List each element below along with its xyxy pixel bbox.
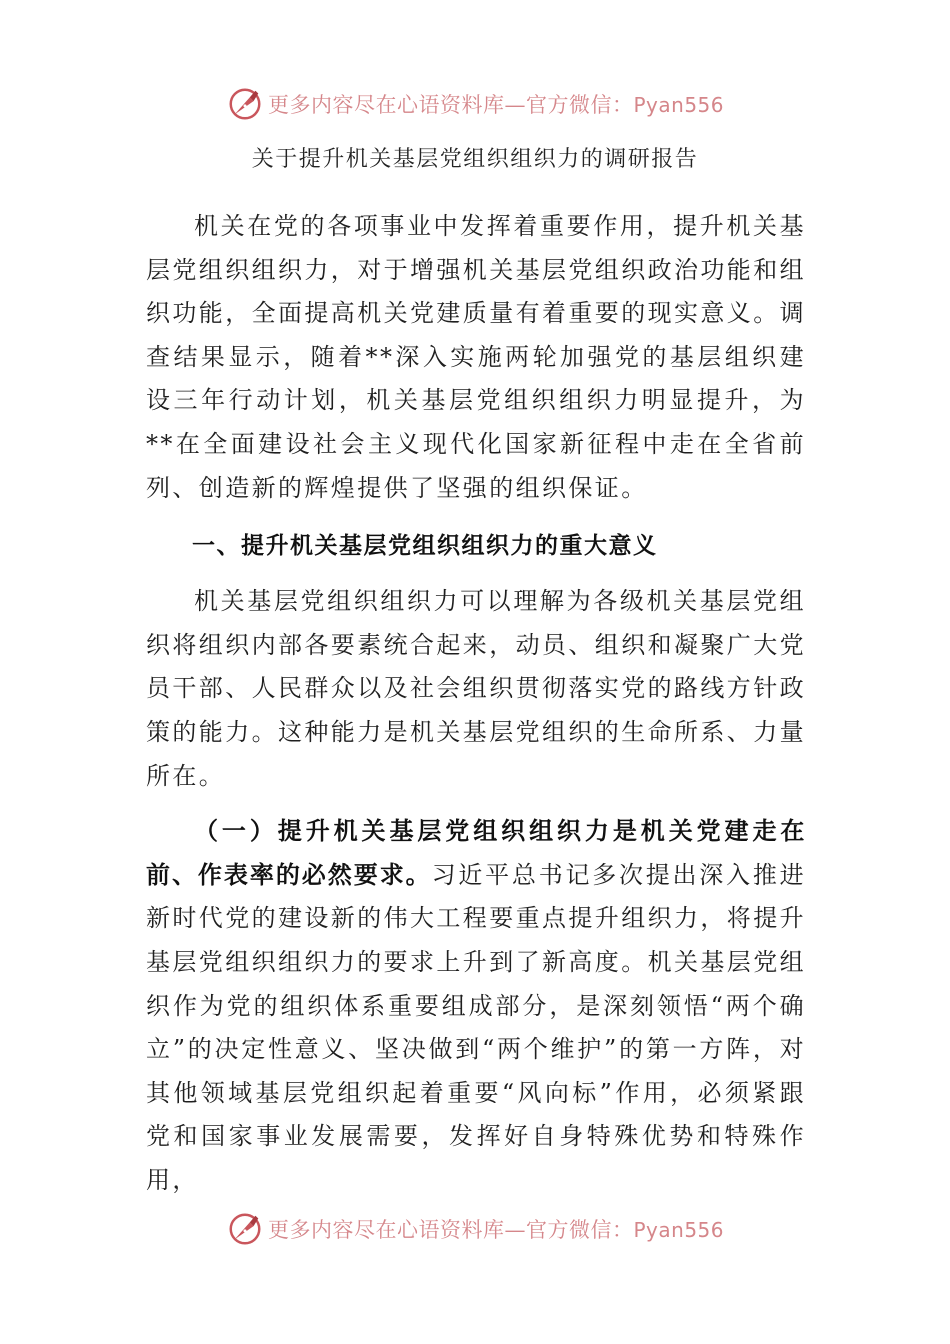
watermark-message: 更多内容尽在心语资料库—官方微信： bbox=[267, 1218, 634, 1242]
document-title: 关于提升机关基层党组织组织力的调研报告 bbox=[251, 147, 699, 172]
section-heading: 一、提升机关基层党组织组织力的重大意义 bbox=[192, 533, 658, 560]
item-body-text: 习近平总书记多次提出深入推进新时代党的建设新的伟大工程要重点提升组织力，将提升基层党组织组织力的要求上升到了新高度。机关基层党组织作为党的组织体系重要组成部分，是深刻领悟“两个确立”的决定性意义、坚决做到“两个维护”的第一方阵，对其他领域基层党组织起着重要“风向标”作用，必须紧跟党和国家事业发展需要，发挥好自身特殊优势和特殊作用， bbox=[146, 860, 806, 1194]
section-paragraph: 机关基层党组织组织力可以理解为各级机关基层党组织将组织内部各要素统合起来，动员、组织和凝聚广大党员干部、人民群众以及社会组织贯彻落实党的路线方针政策的能力。这种能力是机关基层党组织的生命所系、力量所在。 bbox=[146, 587, 806, 790]
watermark-message: 更多内容尽在心语资料库—官方微信： bbox=[267, 93, 634, 117]
document-body bbox=[146, 205, 806, 1202]
watermark-text bbox=[268, 89, 724, 119]
watermark-handle: Pyan556 bbox=[633, 1218, 724, 1242]
item-lead-text: （一）提升机关基层党组织组织力是机关党建走在前、作表率的必然要求。 bbox=[146, 817, 806, 889]
header-watermark-banner bbox=[0, 82, 950, 126]
watermark-text bbox=[268, 1214, 724, 1244]
footer-watermark-banner bbox=[0, 1207, 950, 1251]
intro-paragraph: 机关在党的各项事业中发挥着重要作用，提升机关基层党组织组织力，对于增强机关基层党组织政治功能和组织功能，全面提高机关党建质量有着重要的现实意义。调查结果显示，随着**深入实施两轮加强党的基层组织建设三年行动计划，机关基层党组织组织力明显提升，为**在全面建设社会主义现代化国家新征程中走在全省前列、创造新的辉煌提供了坚强的组织保证。 bbox=[146, 212, 806, 502]
pen-nib-icon bbox=[226, 1210, 264, 1248]
watermark-handle: Pyan556 bbox=[633, 93, 724, 117]
item-paragraph bbox=[146, 810, 806, 1202]
pen-nib-icon bbox=[226, 85, 264, 123]
